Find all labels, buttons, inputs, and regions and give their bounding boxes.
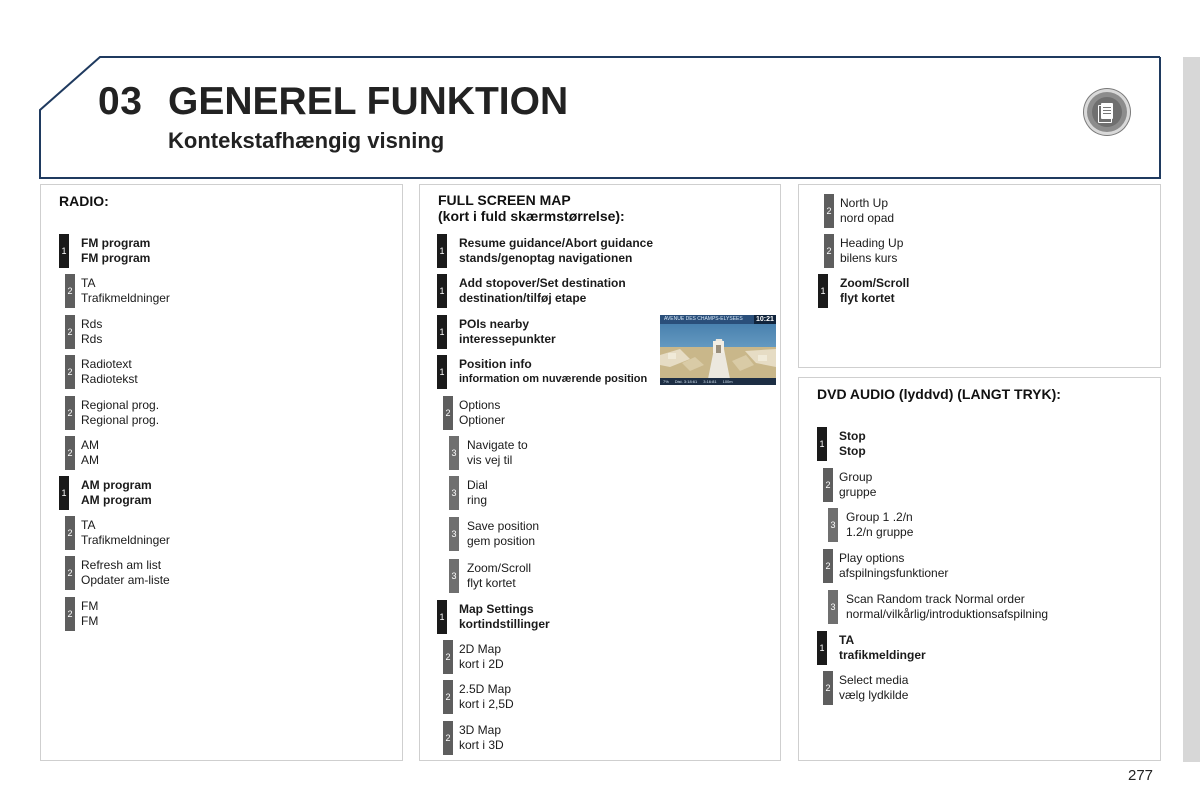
menu-item-text: North Up nord opad <box>840 196 895 225</box>
menu-item-text: Dial ring <box>467 478 488 507</box>
menu-item-text: 2D Map kort i 2D <box>459 642 504 671</box>
thumbnail-status-1: Dist. 3:18:61 <box>674 379 698 384</box>
menu-item-text: Regional prog. Regional prog. <box>81 398 160 427</box>
menu-item-text: Options Optioner <box>459 398 506 427</box>
level-badge: 2 <box>65 315 75 349</box>
menu-item-text: Group gruppe <box>839 470 877 499</box>
menu-item-text: TA Trafikmeldninger <box>81 276 170 305</box>
map-panel-title-line2: (kort i fuld skærmstørrelse): <box>438 208 625 224</box>
navigation-3d-map-image <box>660 315 776 385</box>
radio-panel-title: RADIO: <box>59 193 109 209</box>
menu-item-text: Save position gem position <box>467 519 540 548</box>
level-badge: 3 <box>449 436 459 470</box>
menu-item-text: Select media vælg lydkilde <box>839 673 909 702</box>
level-badge: 2 <box>823 468 833 502</box>
level-badge: 2 <box>443 396 453 430</box>
level-badge: 2 <box>824 194 834 228</box>
menu-item-text: Zoom/Scroll flyt kortet <box>467 561 532 590</box>
chapter-number: 03 <box>98 80 143 123</box>
chapter-title: GENEREL FUNKTION <box>168 80 569 123</box>
menu-item-text: Radiotext Radiotekst <box>81 357 138 386</box>
radio-panel <box>40 184 403 761</box>
menu-item-text: POIs nearby interessepunkter <box>459 317 556 346</box>
level-badge: 1 <box>437 600 447 634</box>
thumbnail-status-0: 7% <box>663 379 669 384</box>
map-panel-title-line1: FULL SCREEN MAP <box>438 192 571 208</box>
level-badge: 1 <box>59 476 69 510</box>
menu-item-text: Refresh am list Opdater am-liste <box>81 558 170 587</box>
level-badge: 1 <box>437 234 447 268</box>
level-badge: 3 <box>449 476 459 510</box>
level-badge: 3 <box>449 517 459 551</box>
level-badge: 2 <box>65 597 75 631</box>
menu-item-text: Group 1 .2/n 1.2/n gruppe <box>846 510 914 539</box>
level-badge: 2 <box>65 556 75 590</box>
level-badge: 1 <box>437 355 447 389</box>
level-badge: 1 <box>817 427 827 461</box>
map-panel-title <box>438 192 625 224</box>
menu-item-text: Scan Random track Normal order normal/vilkårlig/introduktionsafspilning <box>846 592 1049 621</box>
document-glyph <box>1101 103 1113 119</box>
menu-item-text: Add stopover/Set destination destination/tilføj etape <box>459 276 626 305</box>
level-badge: 1 <box>818 274 828 308</box>
thumbnail-clock: 10:21 <box>756 316 774 323</box>
menu-item-text: Navigate to vis vej til <box>467 438 528 467</box>
level-badge: 1 <box>59 234 69 268</box>
menu-item-text: Zoom/Scroll flyt kortet <box>840 276 910 305</box>
thumbnail-status-2: 3:16:81 <box>703 379 717 384</box>
level-badge: 2 <box>443 721 453 755</box>
level-badge: 1 <box>437 274 447 308</box>
level-badge: 2 <box>443 640 453 674</box>
level-badge: 1 <box>817 631 827 665</box>
menu-item-text: Rds Rds <box>81 317 103 346</box>
level-badge: 2 <box>65 516 75 550</box>
menu-item-text: Resume guidance/Abort guidance stands/genoptag navigationen <box>459 236 654 265</box>
level-badge: 1 <box>437 315 447 349</box>
thumbnail-street-name: AVENUE DES CHAMPS-ELYSEES <box>664 316 743 322</box>
thumbnail-status-bar <box>663 378 775 385</box>
menu-item-text: Play options afspilningsfunktioner <box>839 551 949 580</box>
book-icon <box>1084 89 1130 135</box>
menu-item-text: TA Trafikmeldninger <box>81 518 170 547</box>
menu-item-text: 2.5D Map kort i 2,5D <box>459 682 514 711</box>
level-badge: 2 <box>823 549 833 583</box>
level-badge: 2 <box>65 436 75 470</box>
level-badge: 2 <box>65 396 75 430</box>
menu-item-text: TA trafikmeldinger <box>839 633 926 662</box>
level-badge: 2 <box>65 355 75 389</box>
level-badge: 2 <box>824 234 834 268</box>
map-panel <box>419 184 781 761</box>
level-badge: 2 <box>65 274 75 308</box>
menu-item-text: Map Settings kortindstillinger <box>459 602 550 631</box>
menu-item-text: AM program AM program <box>81 478 152 507</box>
page-number: 277 <box>1128 767 1154 784</box>
page-edge-tab <box>1183 57 1200 762</box>
dvd-panel-title: DVD AUDIO (lyddvd) (LANGT TRYK): <box>817 386 1061 402</box>
menu-item-text: 3D Map kort i 3D <box>459 723 504 752</box>
level-badge: 3 <box>828 590 838 624</box>
menu-item-text: FM program FM program <box>81 236 151 265</box>
menu-item-text: Heading Up bilens kurs <box>840 236 904 265</box>
level-badge: 3 <box>828 508 838 542</box>
navigation-screen-thumbnail <box>660 315 776 385</box>
level-badge: 2 <box>443 680 453 714</box>
menu-item-text: Stop Stop <box>839 429 866 458</box>
chapter-subtitle: Kontekstafhængig visning <box>168 128 445 153</box>
level-badge: 3 <box>449 559 459 593</box>
level-badge: 2 <box>823 671 833 705</box>
thumbnail-status-3: 100m <box>722 379 733 384</box>
menu-item-text: AM AM <box>81 438 99 467</box>
menu-item-text: Position info information om nuværende position <box>459 357 648 385</box>
menu-item-text: FM FM <box>81 599 99 628</box>
